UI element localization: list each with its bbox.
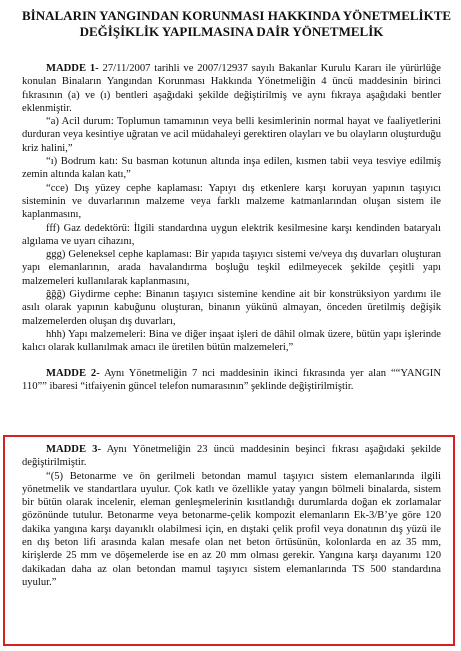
madde-1-label: MADDE 1- — [46, 63, 99, 74]
madde-1-item-a: “a) Acil durum: Toplumun tamamının veya belli kesimlerinin normal hayat ve faaliyetlerini durduran veya kesintiye uğratan ve acil müdahaleyi gerektiren olayları ve bu olayların oluşturduğu kriz halini,” — [22, 116, 441, 154]
document-title — [22, 8, 452, 40]
madde-2 — [22, 367, 441, 394]
madde-3-label: MADDE 3- — [46, 444, 101, 455]
madde-2-body: Aynı Yönetmeliğin 7 nci maddesinin ikinci fıkrasında yer alan ““YANGIN 110”” ibaresi “itfaiyenin güncel telefon numarasının” şeklinde değiştirilmiştir. — [22, 367, 441, 392]
madde-1-intro — [22, 62, 441, 115]
madde-2-label: MADDE 2- — [46, 367, 100, 379]
madde-3 — [22, 443, 441, 589]
madde-3-intro — [22, 443, 441, 470]
madde-1-item-hhh: hhh) Yapı malzemeleri: Bina ve diğer inşaat işleri de dâhil olmak üzere, bütün yapı işlerinde kalıcı olarak kullanılmak amacı ile üretilen bütün malzemeleri,” — [22, 328, 441, 354]
madde-1-item-ggg: ggg) Geleneksel cephe kaplaması: Bir yapıda taşıyıcı sistemi ve/veya dış duvarları oluşturan yapı elemanlarının, arada havalandırma boşluğu teşkil edilmeyecek şekilde çeşitli yapı malzemeleri kullanılarak kaplanmasını, — [22, 249, 441, 287]
madde-2-text — [22, 367, 441, 394]
title-line-2: DEĞİŞİKLİK YAPILMASINA DAİR YÖNETMELİK — [79, 24, 384, 39]
madde-1-item-fff: fff) Gaz dedektörü: İlgili standardına uygun elektrik kesilmesine karşı kendinden bataryalı algılama ve uyarı cihazını, — [22, 222, 441, 247]
madde-3-intro-text: Aynı Yönetmeliğin 23 üncü maddesinin beşinci fıkrası aşağıdaki şekilde değiştirilmiştir. — [22, 444, 441, 469]
madde-1-item-i: “ı) Bodrum katı: Su basman kotunun altında inşa edilen, kısmen tabii veya tesviye edilmiş zemin altında kalan katı,” — [22, 156, 441, 181]
madde-1-intro-text: 27/11/2007 tarihli ve 2007/12937 sayılı Bakanlar Kurulu Kararı ile yürürlüğe konulan Binaların Yangından Korunması Hakkında Yönetmeliğin 4 üncü maddesinin birinci fıkrasının (a) ve (ı) bentleri aşağıdaki şekilde değiştirilmiş ve aynı fıkraya aşağıdaki bentler eklenmiştir. — [22, 63, 442, 114]
madde-1-item-cce: “cce) Dış yüzey cephe kaplaması: Yapıyı dış etkenlere karşı koruyan yapının taşıyıcı sisteminin ve duvarlarının malzeme veya farklı malzeme katmanlarından oluşan sistem ile kaplanmasını, — [22, 182, 441, 221]
title-line-1: BİNALARIN YANGINDAN KORUNMASI HAKKINDA YÖNETMELİKTE — [22, 8, 452, 23]
madde-1 — [22, 62, 441, 355]
madde-1-item-ggg-soft: ğğğ) Giydirme cephe: Binanın taşıyıcı sistemine kendine ait bir konstrüksiyon yardımı ile asılı olarak yapının kabuğunu oluşturan, binanın yükünü almayan, önceden üretilmiş değişik malzemelerden oluşan dış duvarları, — [22, 289, 441, 327]
madde-3-body: “(5) Betonarme ve ön gerilmeli betondan mamul taşıyıcı sistem elemanlarında ilgili yönetmelik ve standartlara uyulur. Çok katlı ve özellikle yatay yangın bölmeli binalarda, sistem bir bütün olarak incelenir, eleman genleşmelerinin kısıtlandığı durumlarda doğan ek zorlamalar gözönünde tutulur. Betonarme veya betonarme-çelik kompozit elemanların Ek-3/B’ye göre 120 dakika yangına karşı dayanıklı olabilmesi için, en dıştaki çelik profil veya donatının dış yüzü ile en dış beton lifi arasında kalan mesafe olan net beton örtüsünün, kolonlarda en az 35 mm, kirişlerde 25 mm ve döşemelerde ise en az 20 mm olması gerekir. Yangına karşı dayanımı 120 dakikadan daha az olan betondan mamul taşıyıcı sistem elemanlarında TS 500 standardına uyulur.” — [22, 470, 441, 588]
